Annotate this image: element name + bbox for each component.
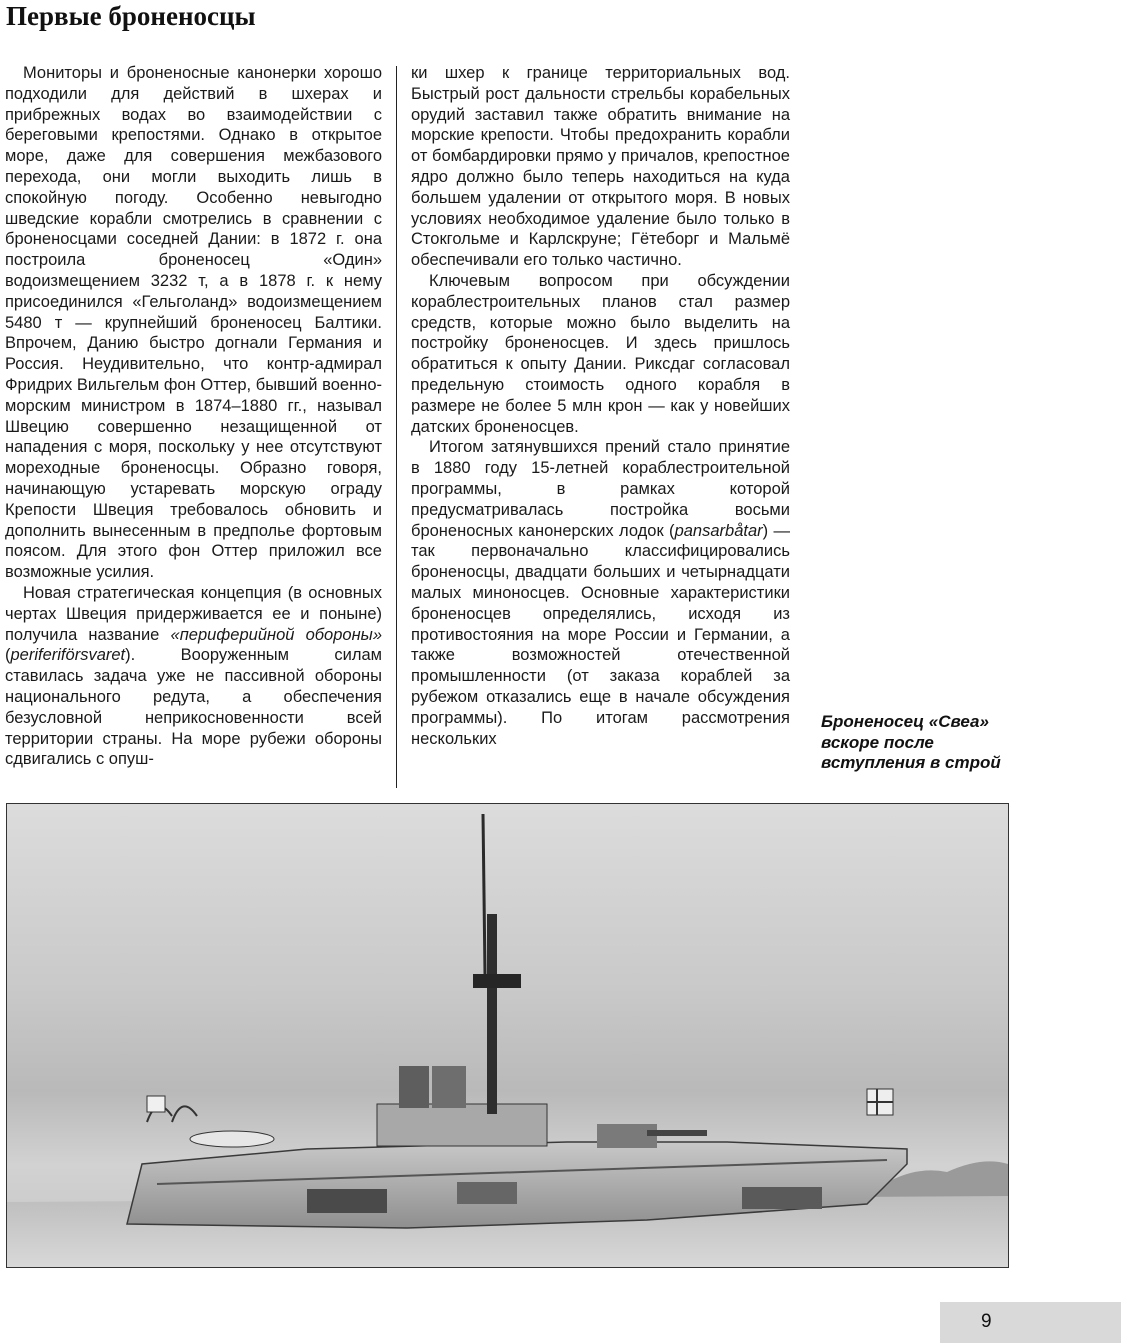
italic-term: «периферийной обороны» xyxy=(170,625,382,644)
text-column-right xyxy=(411,63,790,749)
paragraph xyxy=(411,63,790,271)
column-divider xyxy=(396,66,397,788)
paragraph xyxy=(411,437,790,749)
text-run: Ключевым вопросом при обсуждении кораблестроительных планов стал размер средств, которые можно было выделить на постройку броненосцев. И здесь пришлось обратиться к опыту Дании. Риксдаг согласовал предельную стоимость одного корабля в размере не более 5 млн крон — как у новейших датских броненосцев. xyxy=(411,271,790,436)
page-number: 9 xyxy=(981,1311,992,1332)
text-column-left xyxy=(5,63,382,770)
text-run: ки шхер к границе территориальных вод. Быстрый рост дальности стрельбы корабельных орудий заставил также обратить внимание на морские крепости. Чтобы предохранить корабли от бомбардировки прямо у причалов, крепостное ядро должно было теперь находиться на куда большем удалении от открытого моря. В новых условиях необходимое удаление было только в Стокгольме и Карлскруне; Гётеборг и Мальмё обеспечивали его только частично. xyxy=(411,64,790,270)
ship-photo xyxy=(6,803,1009,1268)
article-heading: Первые броненосцы xyxy=(6,1,256,31)
paragraph xyxy=(5,583,382,770)
italic-term: periferiförsvaret xyxy=(10,646,126,665)
text-run: Новая стратегическая концепция (в основных чертах Швеция придерживается ее и поныне) получила название xyxy=(5,583,382,644)
italic-term: pansarbåtar xyxy=(674,521,763,540)
page-number-box xyxy=(940,1302,1121,1343)
text-run: Мониторы и броненосные канонерки хорошо подходили для действий в шхерах и прибрежных водах во взаимодействии с береговыми крепостями. Однако в открытое море, даже для совершения межбазового перехода, они могли выходить лишь в спокойную погоду. Особенно невыгодно шведские корабли смотрелись в сравнении с броненосцами соседней Дании: в 1872 г. она построила броненосец «Один» водоизмещением 3232 т, а в 1878 г. к нему присоединился «Гельголанд» водоизмещением 5480 т — крупнейший броненосец Балтики. Впрочем, Данию быстро догнали Германия и Россия. Неудивительно, что контр-адмирал Фридрих Вильгельм фон Оттер, бывший военно-морским министром в 1874–1880 гг., называл Швецию совершенно незащищенной от нападения с моря, поскольку у нее отсутствуют мореходные броненосцы. Образно говоря, начинающую устаревать морскую ограду Крепости Швеция требовалось обновить и дополнить вынесенным в предполье фортовым поясом. Для этого фон Оттер приложил все возможные усилия. xyxy=(5,64,382,582)
text-run: ( xyxy=(5,646,11,665)
text-run: ). Вооруженным силам ставилась задача уже не пассивной обороны национального редута, а обеспечения безусловной неприкосновенности всей территории страны. На море рубежи обороны сдвигались с опуш- xyxy=(5,646,382,769)
paragraph xyxy=(5,63,382,583)
text-run: Итогом затянувшихся прений стало принятие в 1880 году 15-летней кораблестроительной программы, в рамках которой предусматривалась постройка восьми броненосных канонерских лодок ( xyxy=(411,438,790,540)
photo-caption: Броненосец «Свеа» вскоре после вступления в строй xyxy=(821,712,1001,772)
text-run: ) — так первоначально классифицировались броненосцы, двадцати больших и четырнадцати малых миноносцев. Основные характеристики броненосцев определялись, исходя из противостояния на море России и Германии, а также возможностей отечественной промышленности (от заказа кораблей за рубежом отказались еще в начале обсуждения программы). По итогам рассмотрения нескольких xyxy=(411,521,790,748)
paragraph xyxy=(411,271,790,437)
